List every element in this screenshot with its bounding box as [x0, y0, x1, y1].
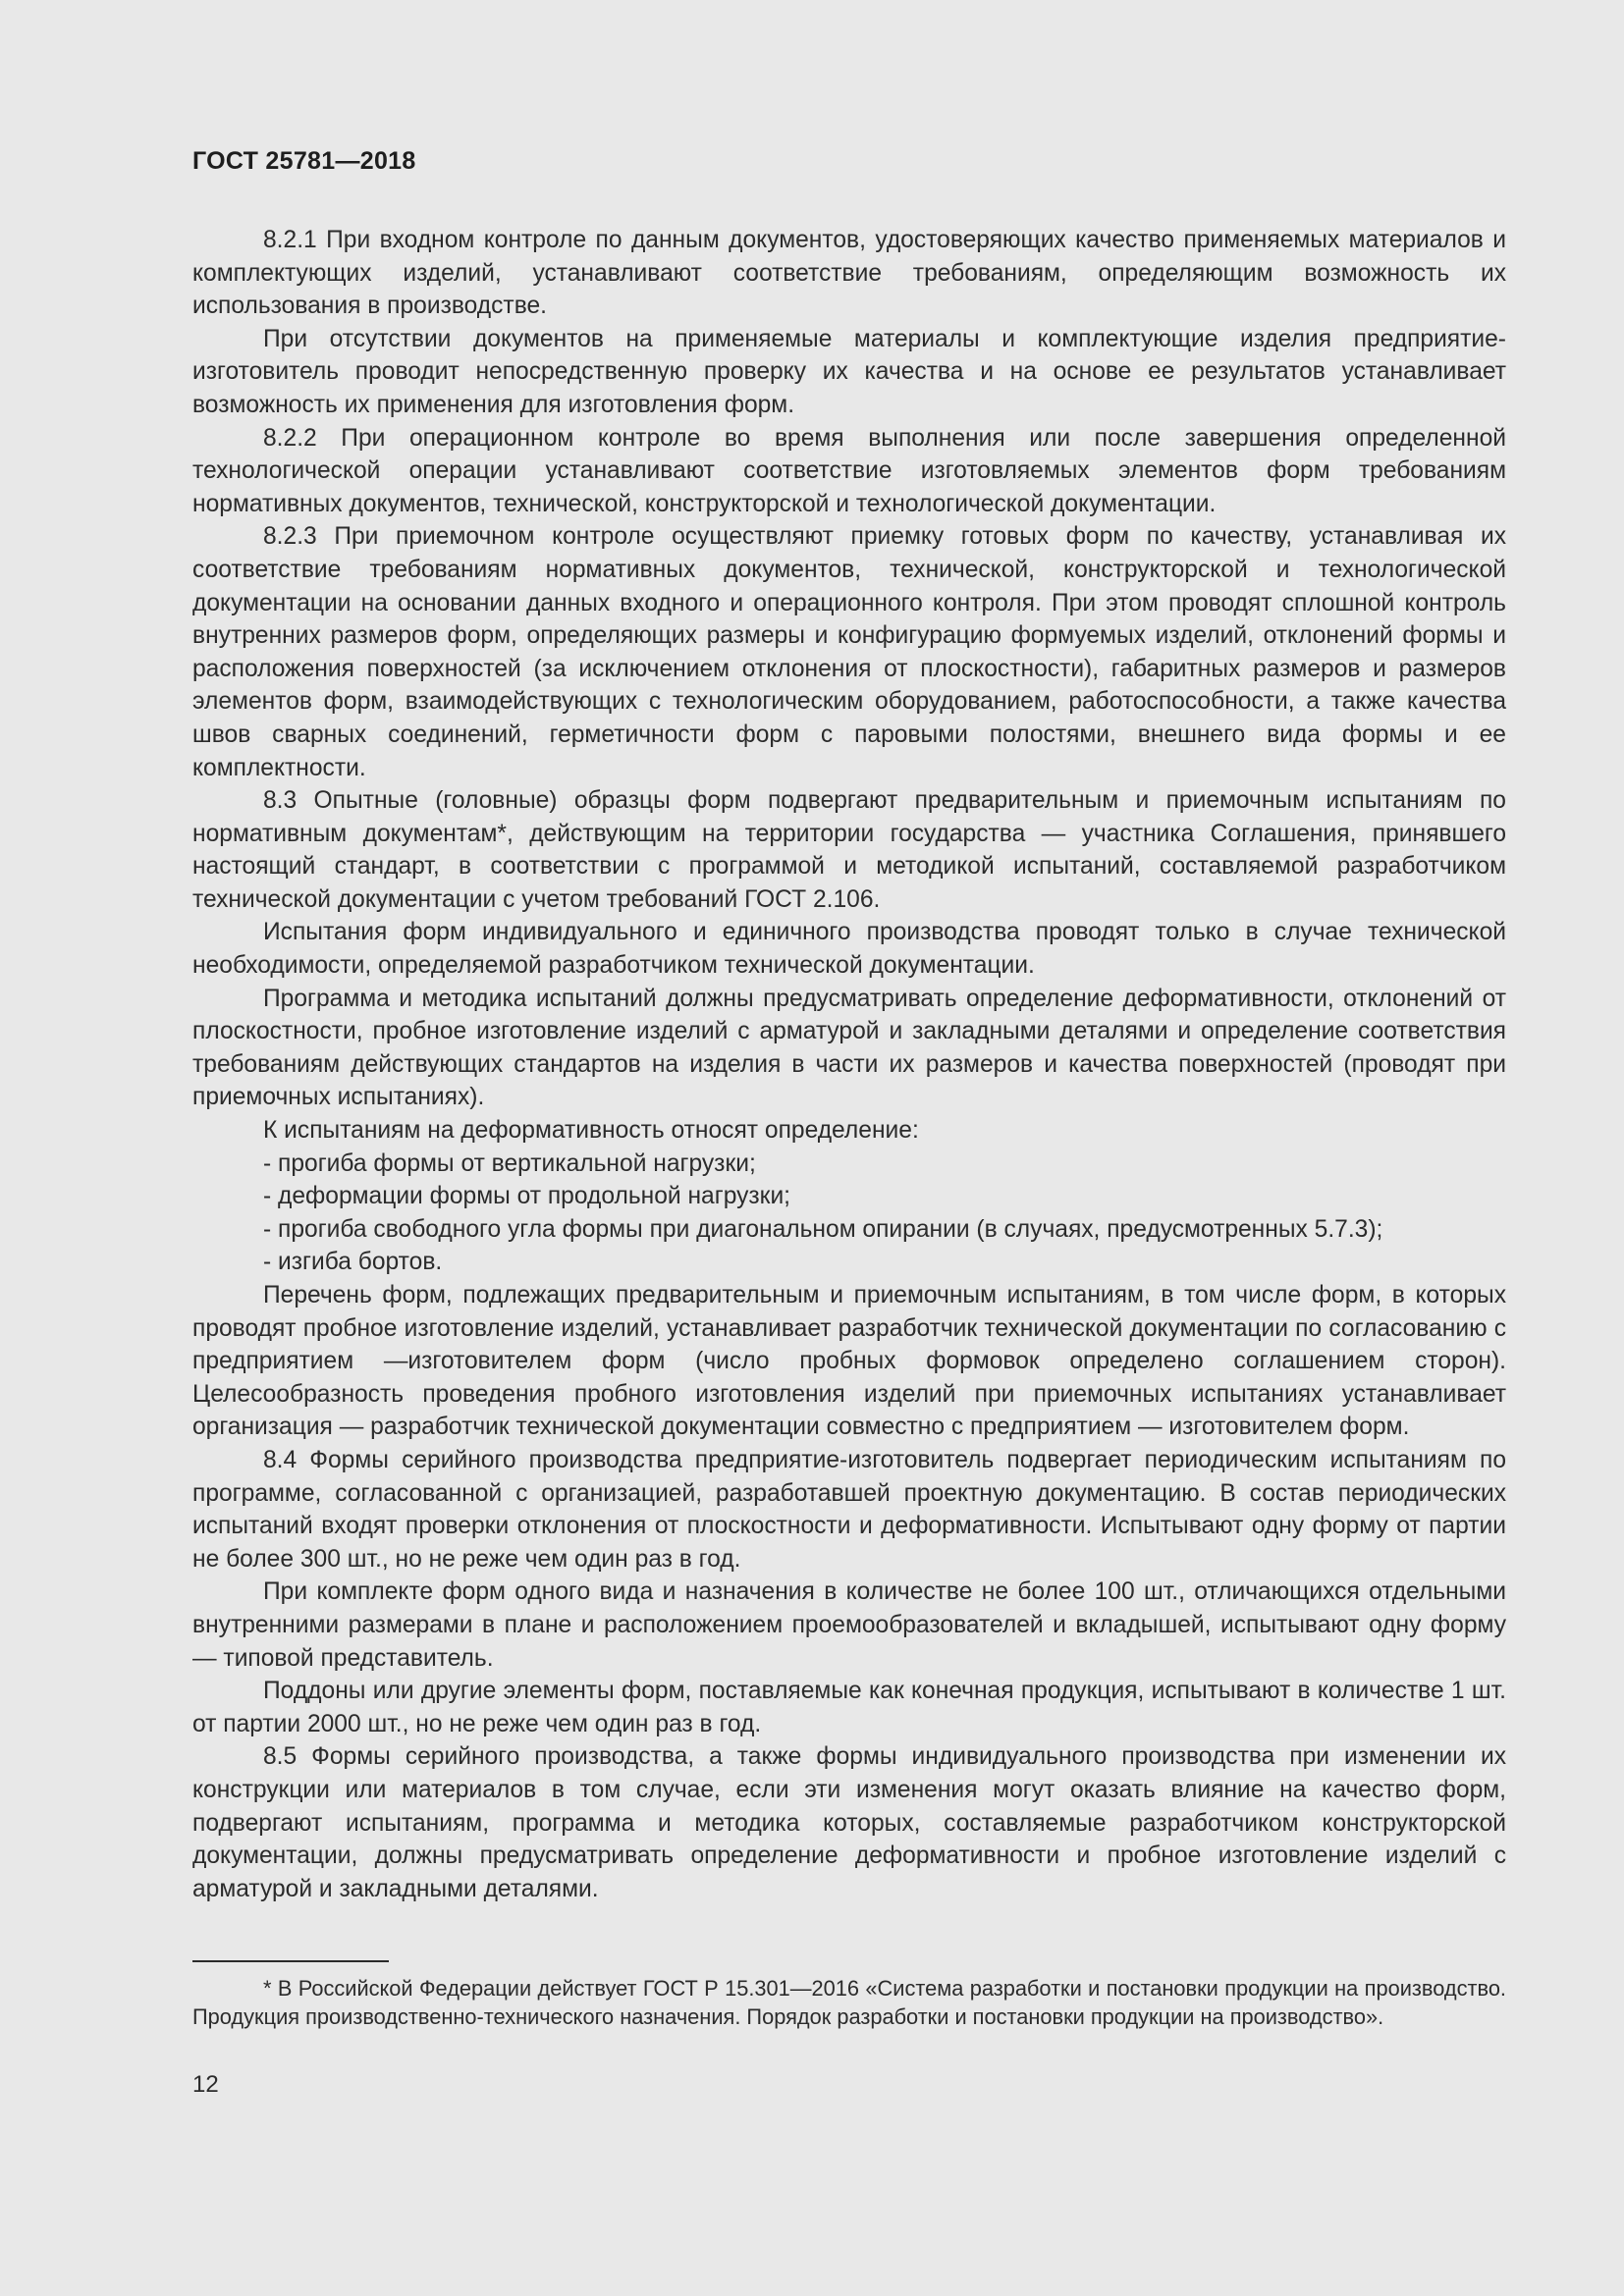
list-intro: К испытаниям на деформативность относят определение: [263, 1117, 919, 1145]
list-item: - прогиба формы от вертикальной нагрузки; [263, 1149, 756, 1177]
standard-header: ГОСТ 25781—2018 [192, 147, 416, 175]
list-item: - деформации формы от продольной нагрузки; [263, 1183, 791, 1210]
paragraph: Испытания форм индивидуального и единичного производства проводят только в случае технической необходимости, определяемой разработчиком технической документации. [192, 919, 1506, 980]
footnote-divider [192, 1960, 389, 1962]
paragraph-8-2-2: 8.2.2 При операционном контроле во время выполнения или после завершения определенной технологической операции устанавливают соответствие изготовляемых элементов форм требованиям нормативных документов, технической, конструкторской и технологической документации. [192, 424, 1506, 517]
paragraph: Перечень форм, подлежащих предварительным и приемочным испытаниям, в том числе форм, в которых проводят пробное изготовление изделий, устанавливает разработчик технической документации по согласованию с предприятием —изготовителем форм (число пробных формовок определено соглашением сторон). Целесообразность проведения пробного изготовления изделий при приемочных испытаниях устанавливает организация — разработчик технической документации совместно с предприятием — изготовителем форм. [192, 1282, 1506, 1441]
paragraph-8-2-1: 8.2.1 При входном контроле по данным документов, удостоверяющих качество применяемых материалов и комплектующих изделий, устанавливают соответствие требованиям, определяющим возможность их использования в производстве. [192, 227, 1506, 320]
paragraph: При отсутствии документов на применяемые материалы и комплектующие изделия предприятие-изготовитель проводит непосредственную проверку их качества и на основе ее результатов устанавливает возможность их применения для изготовления форм. [192, 325, 1506, 418]
paragraph: Программа и методика испытаний должны предусматривать определение деформативности, отклонений от плоскостности, пробное изготовление изделий с арматурой и закладными деталями и определение соответствия требованиям действующих стандартов на изделия в части их размеров и качества поверхностей (проводят при приемочных испытаниях). [192, 985, 1506, 1111]
list-item: - изгиба бортов. [263, 1249, 443, 1276]
list-item: - прогиба свободного угла формы при диагональном опирании (в случаях, предусмотренных 5.7.3); [263, 1215, 1383, 1243]
paragraph-8-4: 8.4 Формы серийного производства предприятие-изготовитель подвергает периодическим испытаниям по программе, согласованной с организацией, разработавшей проектную документацию. В состав периодических испытаний входят проверки отклонения от плоскостности и деформативности. Испытывают одну форму от партии не более 300 шт., но не реже чем один раз в год. [192, 1446, 1506, 1573]
paragraph: При комплекте форм одного вида и назначения в количестве не более 100 шт., отличающихся отдельными внутренними размерами в плане и расположением проемообразователей и вкладышей, испытывают одну форму — типовой представитель. [192, 1578, 1506, 1672]
body-text [192, 224, 1506, 1905]
paragraph: Поддоны или другие элементы форм, поставляемые как конечная продукция, испытывают в количестве 1 шт. от партии 2000 шт., но не реже чем один раз в год. [192, 1678, 1506, 1737]
paragraph-8-2-3: 8.2.3 При приемочном контроле осуществляют приемку готовых форм по качеству, устанавливая их соответствие требованиям нормативных документов, технической, конструкторской и технологической документации на основании данных входного и операционного контроля. При этом проводят сплошной контроль внутренних размеров форм, определяющих размеры и конфигурацию формуемых изделий, отклонений формы и расположения поверхностей (за исключением отклонения от плоскостности), габаритных размеров и размеров элементов форм, взаимодействующих с технологическим оборудованием, работоспособности, а также качества швов сварных соединений, герметичности форм с паровыми полостями, внешнего вида формы и ее комплектности. [192, 523, 1506, 781]
paragraph-8-3: 8.3 Опытные (головные) образцы форм подвергают предварительным и приемочным испытаниям по нормативным документам*, действующим на территории государства — участника Соглашения, принявшего настоящий стандарт, в соответствии с программой и методикой испытаний, составляемой разработчиком технической документации с учетом требований ГОСТ 2.106. [192, 787, 1506, 913]
footnote-text: * В Российской Федерации действует ГОСТ Р 15.301—2016 «Система разработки и постановки продукции на производство. Продукция производственно-технического назначения. Порядок разработки и постановки продукции на производство». [192, 1976, 1506, 2029]
footnote [192, 1975, 1506, 2031]
paragraph-8-5: 8.5 Формы серийного производства, а также формы индивидуального производства при изменении их конструкции или материалов в том случае, если эти изменения могут оказать влияние на качество форм, подвергают испытаниям, программа и методика которых, составляемые разработчиком конструкторской документации, должны предусматривать определение деформативности и пробное изготовление изделий с арматурой и закладными деталями. [192, 1743, 1506, 1902]
page-number: 12 [192, 2071, 219, 2098]
